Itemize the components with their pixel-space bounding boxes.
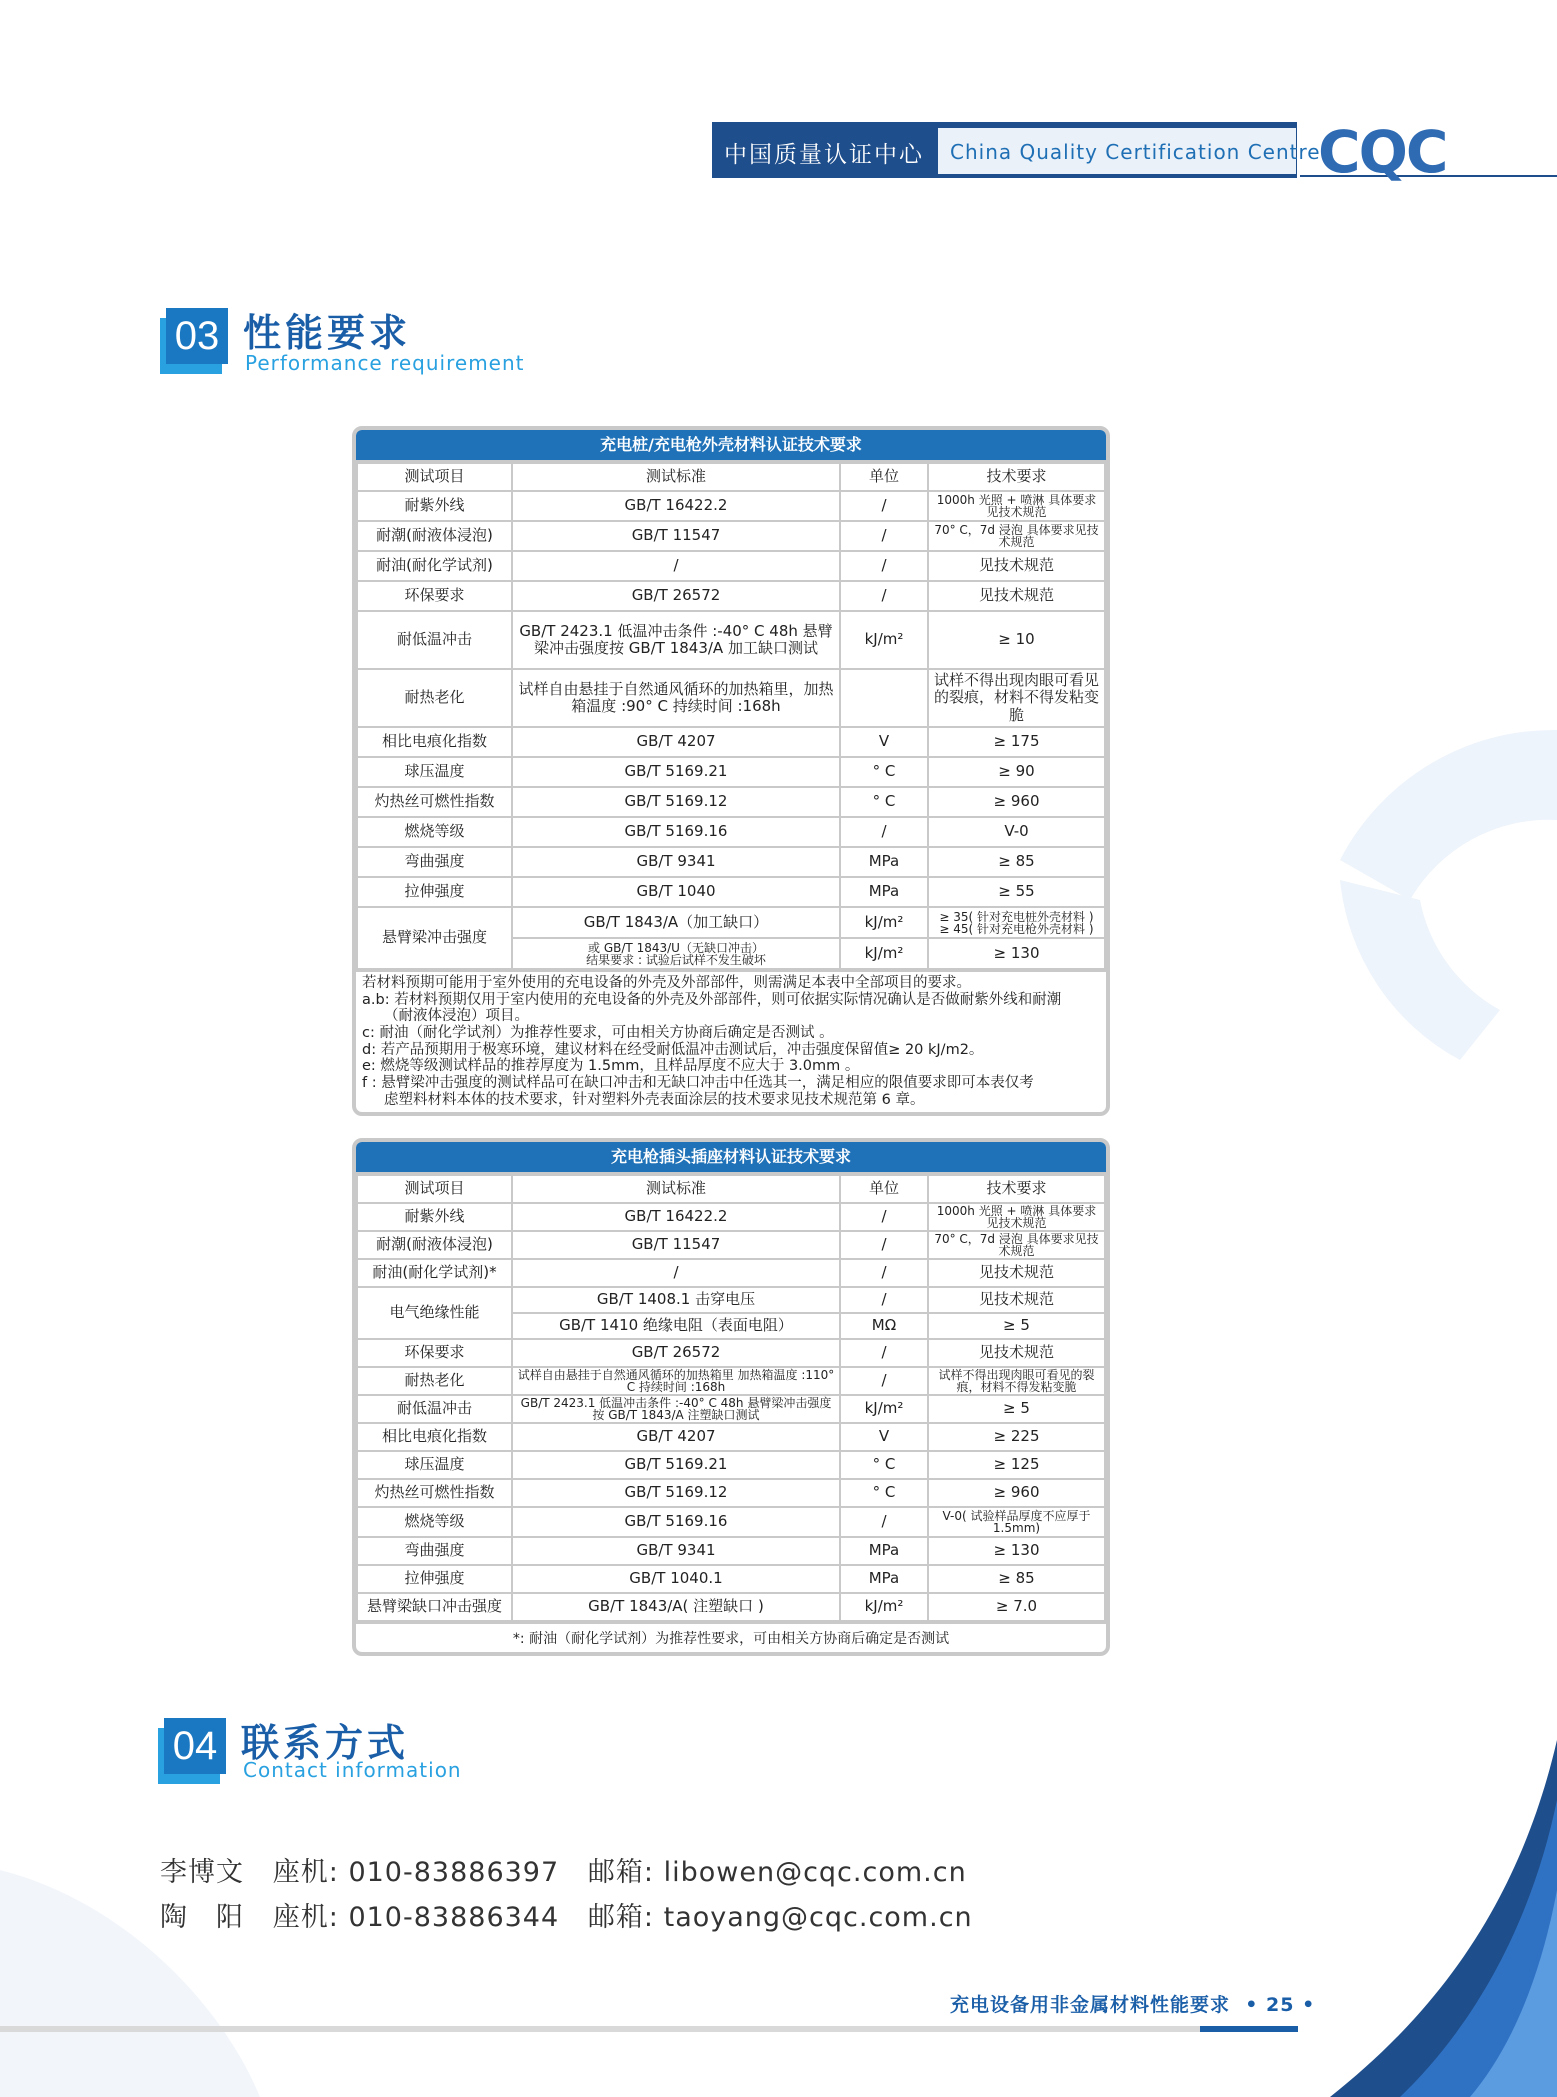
contact-email-link[interactable]: libowen@cqc.com.cn [663, 1857, 967, 1888]
cell-unit: kJ/m² [840, 907, 928, 938]
cell-req: 试样不得出现肉眼可看见的裂痕，材料不得发粘变脆 [928, 1367, 1105, 1395]
table-row [357, 1395, 1105, 1423]
cell-unit: V [840, 1423, 928, 1451]
cell-std: GB/T 4207 [512, 727, 840, 757]
table-row [357, 1451, 1105, 1479]
cell-unit: MΩ [840, 1313, 928, 1339]
cell-req: 试样不得出现肉眼可看见的裂痕，材料不得发粘变脆 [928, 669, 1105, 727]
table-row [357, 877, 1105, 907]
table1 [356, 462, 1106, 970]
cell-unit: MPa [840, 1537, 928, 1565]
cell-std: GB/T 1040 [512, 877, 840, 907]
cell-unit: / [840, 1231, 928, 1259]
cell-req: ≥ 85 [928, 1565, 1105, 1593]
cell-std: GB/T 9341 [512, 847, 840, 877]
cell-req: ≥ 225 [928, 1423, 1105, 1451]
cell-item: 悬臂梁缺口冲击强度 [357, 1593, 512, 1621]
cell-unit: / [840, 1507, 928, 1537]
cell-req: ≥ 175 [928, 727, 1105, 757]
table-row [357, 1507, 1105, 1537]
std-line: 结果要求 : 试验后试样不发生破坏 [586, 952, 766, 967]
cell-unit: ° C [840, 757, 928, 787]
cell-req: ≥ 5 [928, 1313, 1105, 1339]
contact-name: 李博文 [160, 1857, 244, 1888]
cell-item: 悬臂梁冲击强度 [357, 907, 512, 969]
cell-req: ≥ 960 [928, 1479, 1105, 1507]
section4-number: 04 [164, 1718, 226, 1774]
cell-unit: V [840, 727, 928, 757]
contact-mail-label: 邮箱: [587, 1902, 655, 1933]
cell-unit: / [840, 491, 928, 521]
note-line: f : 悬臂梁冲击强度的测试样品可在缺口冲击和无缺口冲击中任选其一，满足相应的限值要求即可本表仅考 [362, 1075, 1034, 1092]
section3-number: 03 [166, 308, 228, 364]
cell-unit: / [840, 581, 928, 611]
cell-req: ≥ 5 [928, 1395, 1105, 1423]
header-org-en: China Quality Certification Centre [950, 140, 1321, 164]
table-row [357, 1423, 1105, 1451]
contact-phone-label: 座机: [272, 1857, 339, 1888]
cell-item: 燃烧等级 [357, 817, 512, 847]
cell-unit: ° C [840, 1479, 928, 1507]
table-row [357, 1231, 1105, 1259]
cell-req: 1000h 光照 + 喷淋 具体要求见技术规范 [928, 1203, 1105, 1231]
contact-row [160, 1850, 967, 1889]
cell-req: 见技术规范 [928, 581, 1105, 611]
note-line: a.b: 若材料预期仅用于室内使用的充电设备的外壳及外部部件，则可依据实际情况确认是否做耐紫外线和耐潮 [362, 991, 1062, 1008]
table-row [357, 669, 1105, 727]
table-row [357, 1287, 1105, 1313]
cell-req: 70° C，7d 浸泡 具体要求见技术规范 [928, 1231, 1105, 1259]
footer: 充电设备用非金属材料性能要求 • 25 • [950, 1994, 1316, 2016]
table-shell-plug-socket [352, 1138, 1110, 1656]
req-line: ≥ 35( 针对充电桩外壳材料 ) [939, 909, 1094, 924]
cell-req: ≥ 7.0 [928, 1593, 1105, 1621]
cell-std: GB/T 1843/A( 注塑缺口 ) [512, 1593, 840, 1621]
table2-title: 充电枪插头插座材料认证技术要求 [356, 1142, 1106, 1174]
cell-std: GB/T 5169.16 [512, 1507, 840, 1537]
cell-unit: kJ/m² [840, 1593, 928, 1621]
cell-std: GB/T 5169.12 [512, 1479, 840, 1507]
cell-item: 拉伸强度 [357, 877, 512, 907]
note-line: （耐液体浸泡）项目。 [384, 1008, 529, 1025]
cell-req [928, 907, 1105, 938]
cell-std: 试样自由悬挂于自然通风循环的加热箱里 加热箱温度 :110° C 持续时间 :168h [512, 1367, 840, 1395]
cell-unit: kJ/m² [840, 938, 928, 969]
cell-item: 耐油(耐化学试剂)* [357, 1259, 512, 1287]
cell-std: 试样自由悬挂于自然通风循环的加热箱里，加热箱温度 :90° C 持续时间 :168h [512, 669, 840, 727]
cell-item: 环保要求 [357, 1339, 512, 1367]
footer-rule-accent [1200, 2026, 1298, 2032]
footer-doc-title: 充电设备用非金属材料性能要求 [950, 1994, 1231, 2016]
table-row [357, 1339, 1105, 1367]
cell-req: V-0 [928, 817, 1105, 847]
cell-unit: / [840, 1259, 928, 1287]
contact-mail-label: 邮箱: [587, 1857, 655, 1888]
cell-std: GB/T 2423.1 低温冲击条件 :-40° C 48h 悬臂梁冲击强度按 GB/T 1843/A 加工缺口测试 [512, 611, 840, 669]
table-row [357, 1537, 1105, 1565]
cell-std: GB/T 16422.2 [512, 491, 840, 521]
table-row [357, 1367, 1105, 1395]
cell-std [512, 938, 840, 969]
cqc-logo: CQC [1318, 118, 1447, 186]
contact-row [160, 1895, 973, 1934]
cell-item: 弯曲强度 [357, 1537, 512, 1565]
col-header: 单位 [840, 463, 928, 491]
cell-item: 球压温度 [357, 757, 512, 787]
table-row [357, 581, 1105, 611]
cell-item: 耐热老化 [357, 669, 512, 727]
cell-std: GB/T 11547 [512, 1231, 840, 1259]
section4-subtitle: Contact information [243, 1758, 462, 1782]
col-header: 测试标准 [512, 1175, 840, 1203]
cell-item: 耐紫外线 [357, 1203, 512, 1231]
cell-req: ≥ 55 [928, 877, 1105, 907]
contact-phone-label: 座机: [272, 1902, 339, 1933]
cell-item: 耐潮(耐液体浸泡) [357, 521, 512, 551]
cell-req: 见技术规范 [928, 551, 1105, 581]
table-row [357, 1565, 1105, 1593]
cell-unit: / [840, 1203, 928, 1231]
table1-header-row [357, 463, 1105, 491]
cell-req: ≥ 85 [928, 847, 1105, 877]
table2 [356, 1174, 1106, 1622]
cell-item: 耐低温冲击 [357, 611, 512, 669]
cell-std: GB/T 4207 [512, 1423, 840, 1451]
page-number: 25 [1266, 1994, 1295, 2016]
cell-unit: / [840, 1287, 928, 1313]
cell-std: GB/T 11547 [512, 521, 840, 551]
cell-req: V-0( 试验样品厚度不应厚于 1.5mm) [928, 1507, 1105, 1537]
cell-unit [840, 669, 928, 727]
table-row [357, 907, 1105, 938]
cell-req: ≥ 10 [928, 611, 1105, 669]
cell-std: GB/T 1410 绝缘电阻（表面电阻） [512, 1313, 840, 1339]
cell-req: 70° C，7d 浸泡 具体要求见技术规范 [928, 521, 1105, 551]
cell-std: GB/T 5169.21 [512, 757, 840, 787]
cell-unit: kJ/m² [840, 1395, 928, 1423]
cell-std: GB/T 26572 [512, 1339, 840, 1367]
table-shell-materials [352, 426, 1110, 1116]
cell-item: 燃烧等级 [357, 1507, 512, 1537]
cell-req: ≥ 125 [928, 1451, 1105, 1479]
footer-rule [0, 2026, 1298, 2032]
table-row [357, 521, 1105, 551]
col-header: 技术要求 [928, 1175, 1105, 1203]
cell-item: 灼热丝可燃性指数 [357, 1479, 512, 1507]
table-row [357, 817, 1105, 847]
cell-std: GB/T 26572 [512, 581, 840, 611]
cell-unit: / [840, 1367, 928, 1395]
table2-header-row [357, 1175, 1105, 1203]
note-line: c: 耐油（耐化学试剂）为推荐性要求，可由相关方协商后确定是否测试 。 [362, 1025, 834, 1042]
table1-notes [356, 970, 1106, 1112]
header-org-cn: 中国质量认证中心 [724, 142, 924, 168]
cell-std: GB/T 5169.16 [512, 817, 840, 847]
cell-req: ≥ 130 [928, 938, 1105, 969]
cell-unit: / [840, 1339, 928, 1367]
table1-title: 充电桩/充电枪外壳材料认证技术要求 [356, 430, 1106, 462]
cell-req: ≥ 130 [928, 1537, 1105, 1565]
table-row [357, 727, 1105, 757]
note-line: e: 燃烧等级测试样品的推荐厚度为 1.5mm，且样品厚度不应大于 3.0mm 。 [362, 1058, 860, 1075]
table-row [357, 1203, 1105, 1231]
col-header: 技术要求 [928, 463, 1105, 491]
cell-item: 电气绝缘性能 [357, 1287, 512, 1339]
cell-item: 耐潮(耐液体浸泡) [357, 1231, 512, 1259]
cell-unit: / [840, 551, 928, 581]
cell-item: 弯曲强度 [357, 847, 512, 877]
table-row [357, 611, 1105, 669]
std-line: 或 GB/T 1843/U（无缺口冲击） [588, 940, 764, 955]
cell-std: / [512, 551, 840, 581]
cell-req: ≥ 960 [928, 787, 1105, 817]
cell-req: ≥ 90 [928, 757, 1105, 787]
cell-unit: ° C [840, 1451, 928, 1479]
col-header: 单位 [840, 1175, 928, 1203]
cell-item: 耐油(耐化学试剂) [357, 551, 512, 581]
cell-unit: MPa [840, 1565, 928, 1593]
table2-footnote: *: 耐油（耐化学试剂）为推荐性要求，可由相关方协商后确定是否测试 [356, 1622, 1106, 1652]
cell-item: 灼热丝可燃性指数 [357, 787, 512, 817]
table-row [357, 1259, 1105, 1287]
col-header: 测试项目 [357, 1175, 512, 1203]
cell-std: GB/T 1408.1 击穿电压 [512, 1287, 840, 1313]
table-row [357, 551, 1105, 581]
table-row [357, 787, 1105, 817]
contact-phone: 010-83886397 [348, 1857, 560, 1888]
req-line: ≥ 45( 针对充电枪外壳材料 ) [939, 921, 1094, 936]
cell-std: GB/T 16422.2 [512, 1203, 840, 1231]
cell-unit: ° C [840, 787, 928, 817]
table-row [357, 757, 1105, 787]
note-line: 若材料预期可能用于室外使用的充电设备的外壳及外部部件，则需满足本表中全部项目的要求。 [362, 975, 971, 991]
cell-item: 相比电痕化指数 [357, 1423, 512, 1451]
cell-std: GB/T 5169.21 [512, 1451, 840, 1479]
contact-email-link[interactable]: taoyang@cqc.com.cn [663, 1902, 973, 1933]
cell-unit: MPa [840, 847, 928, 877]
note-line: d: 若产品预期用于极寒环境，建议材料在经受耐低温冲击测试后，冲击强度保留值≥ 20 kJ/m2。 [362, 1041, 984, 1058]
table-row [357, 1479, 1105, 1507]
cell-item: 耐紫外线 [357, 491, 512, 521]
section3-subtitle: Performance requirement [245, 351, 525, 375]
cell-unit: / [840, 817, 928, 847]
cell-std: GB/T 9341 [512, 1537, 840, 1565]
cell-unit: MPa [840, 877, 928, 907]
table-row [357, 491, 1105, 521]
col-header: 测试项目 [357, 463, 512, 491]
cell-req: 见技术规范 [928, 1339, 1105, 1367]
cell-req: 见技术规范 [928, 1259, 1105, 1287]
contact-name: 陶 阳 [160, 1902, 244, 1933]
cell-std: GB/T 2423.1 低温冲击条件 :-40° C 48h 悬臂梁冲击强度按 GB/T 1843/A 注塑缺口测试 [512, 1395, 840, 1423]
cell-item: 球压温度 [357, 1451, 512, 1479]
cell-item: 环保要求 [357, 581, 512, 611]
cell-req: 见技术规范 [928, 1287, 1105, 1313]
cell-item: 拉伸强度 [357, 1565, 512, 1593]
cell-unit: kJ/m² [840, 611, 928, 669]
table-row [357, 1593, 1105, 1621]
cell-item: 耐低温冲击 [357, 1395, 512, 1423]
note-line: 虑塑料材料本体的技术要求，针对塑料外壳表面涂层的技术要求见技术规范第 6 章。 [384, 1091, 925, 1108]
table-row [357, 847, 1105, 877]
cell-item: 相比电痕化指数 [357, 727, 512, 757]
cell-std: GB/T 1843/A（加工缺口） [512, 907, 840, 938]
contact-phone: 010-83886344 [348, 1902, 560, 1933]
cell-req: 1000h 光照 + 喷淋 具体要求见技术规范 [928, 491, 1105, 521]
cell-std: GB/T 1040.1 [512, 1565, 840, 1593]
cell-unit: / [840, 521, 928, 551]
cell-item: 耐热老化 [357, 1367, 512, 1395]
col-header: 测试标准 [512, 463, 840, 491]
cell-std: / [512, 1259, 840, 1287]
section4-title: 联系方式 [241, 1721, 410, 1765]
section3-title: 性能要求 [243, 311, 412, 355]
cell-std: GB/T 5169.12 [512, 787, 840, 817]
